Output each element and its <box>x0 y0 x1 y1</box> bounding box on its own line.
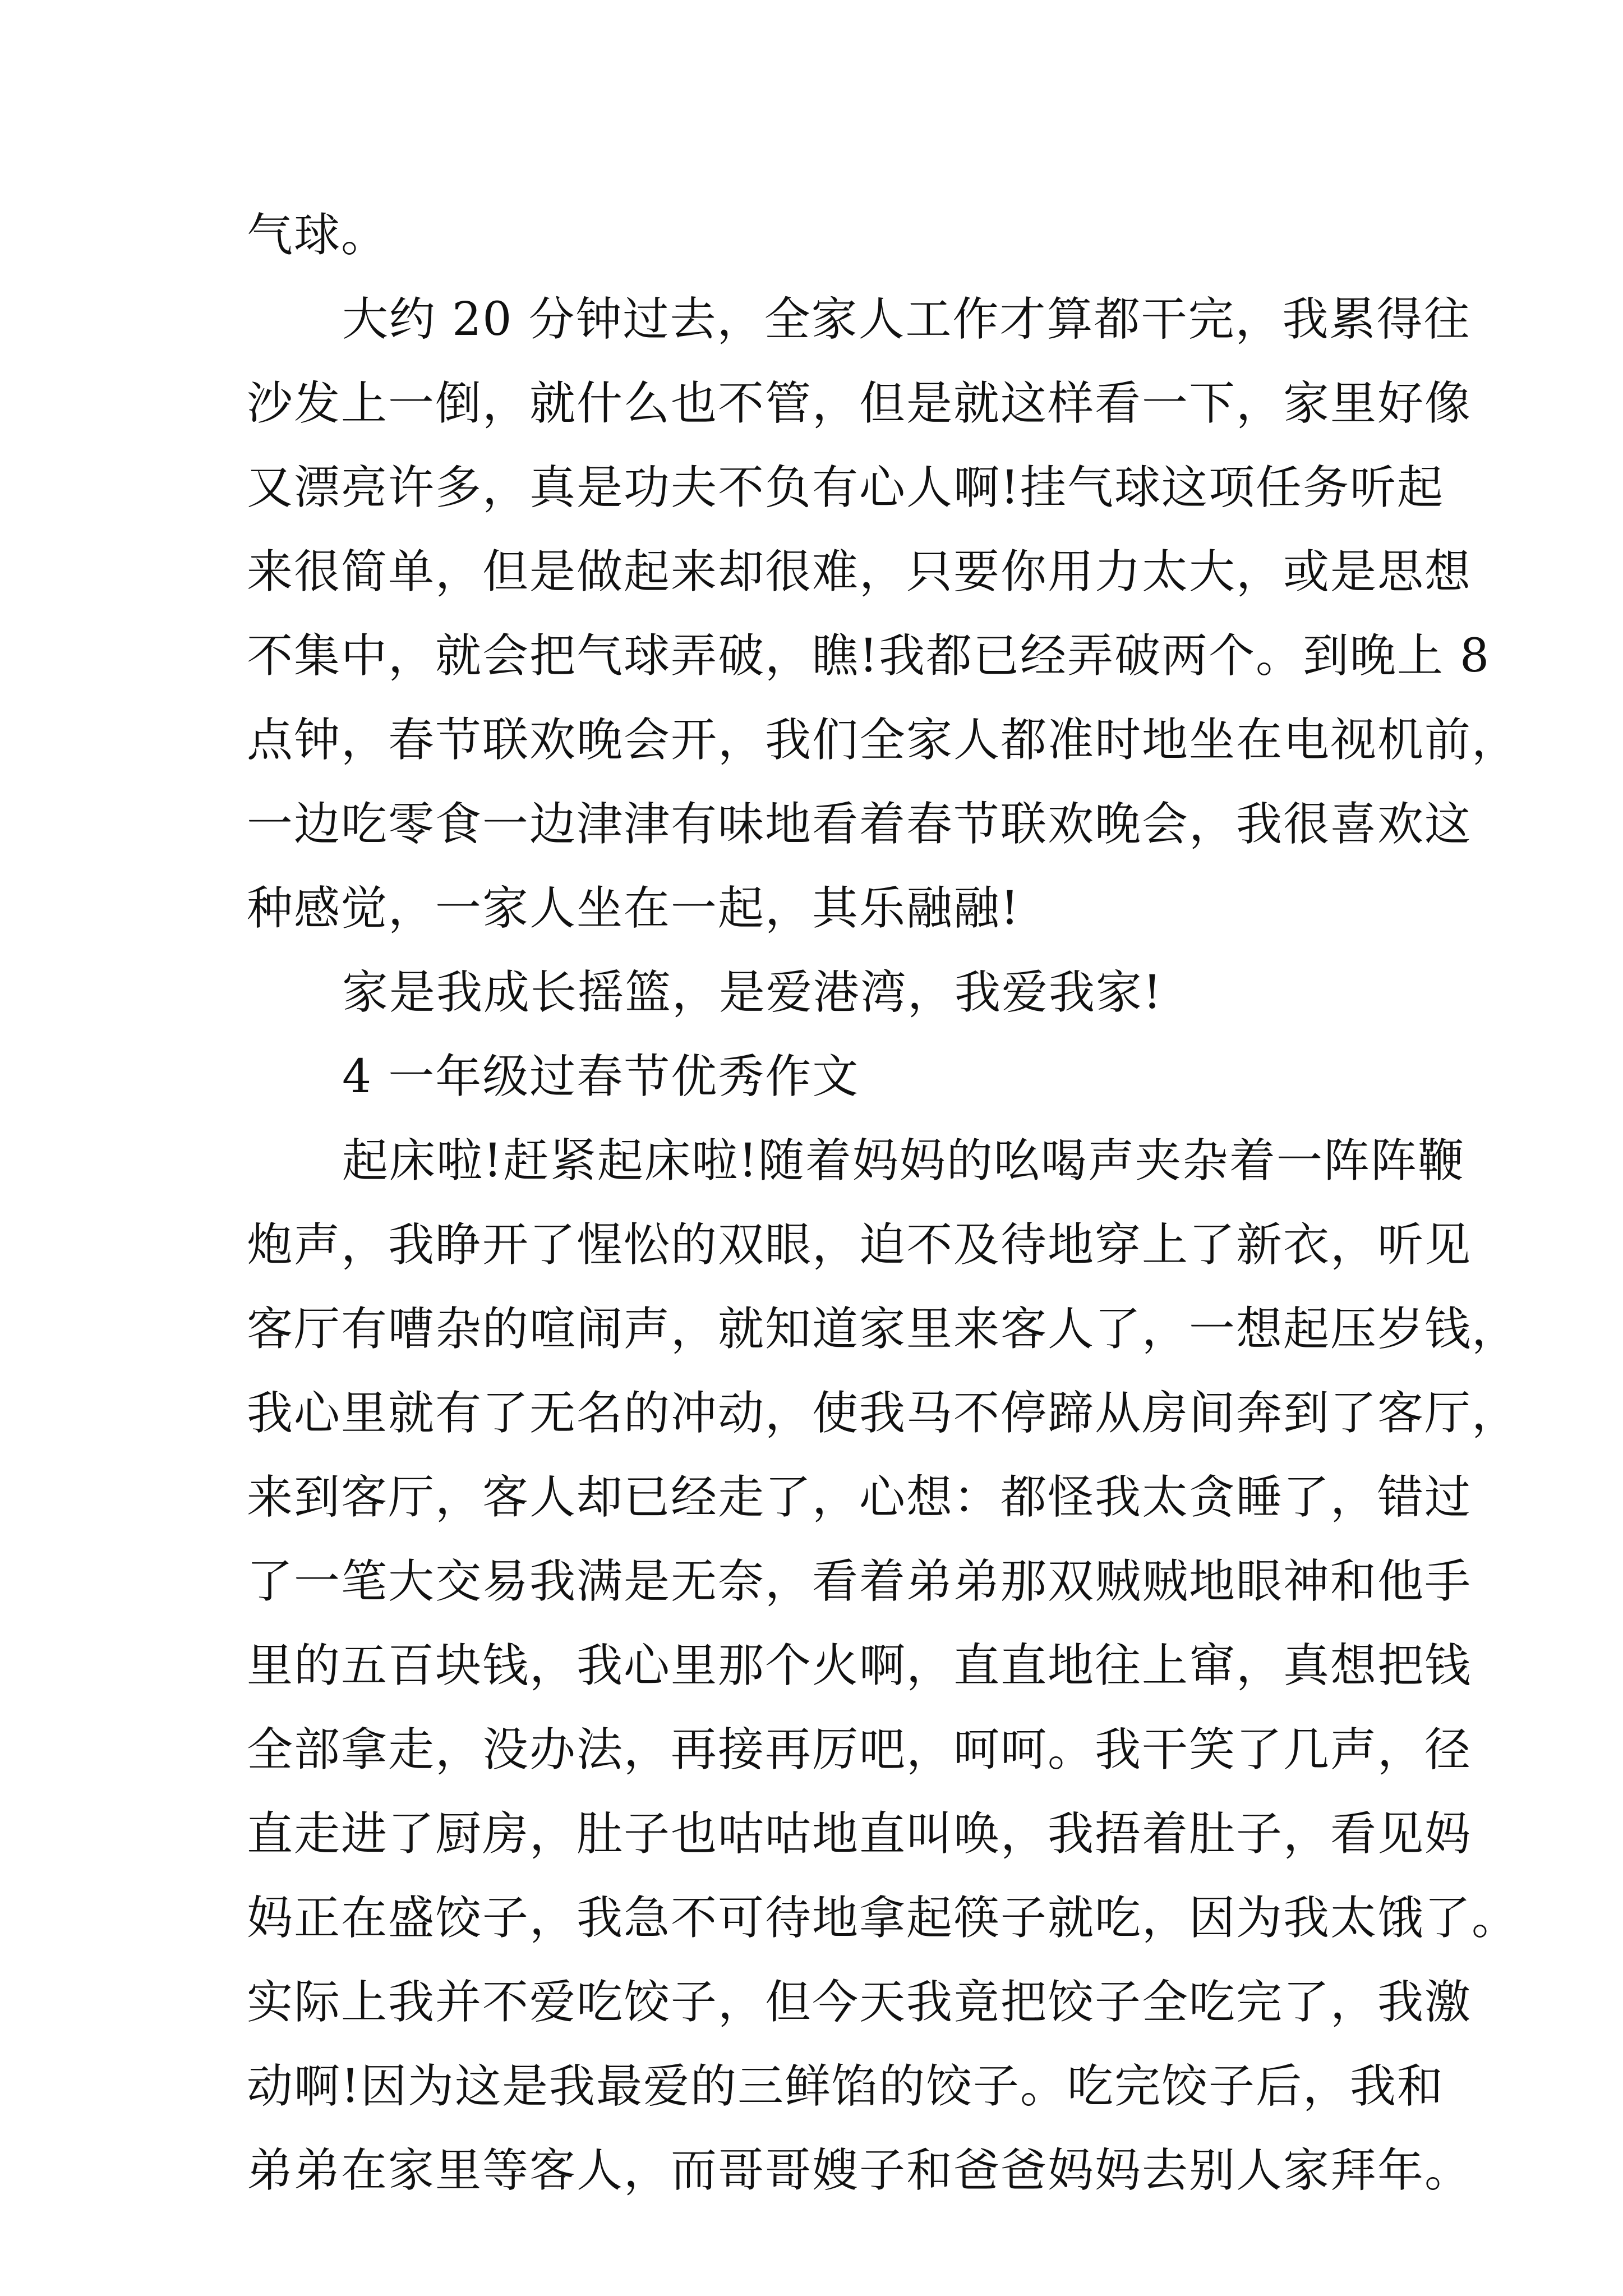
text-line: 我心里就有了无名的冲动，使我马不停蹄从房间奔到了客厅， <box>247 1387 1519 1440</box>
text-line: 妈正在盛饺子，我急不可待地拿起筷子就吃，因为我太饿了。 <box>247 1892 1519 1945</box>
text-line: 来到客厅，客人却已经走了，心想：都怪我太贪睡了，错过 <box>247 1471 1472 1524</box>
text-line: 实际上我并不爱吃饺子，但今天我竟把饺子全吃完了，我激 <box>247 1976 1472 2029</box>
text-line: 一边吃零食一边津津有味地看着春节联欢晚会，我很喜欢这 <box>247 798 1472 851</box>
text-line: 来很简单，但是做起来却很难，只要你用力太大，或是思想 <box>247 545 1472 599</box>
text-line: 客厅有嘈杂的喧闹声，就知道家里来客人了，一想起压岁钱， <box>247 1303 1519 1356</box>
text-line: 又漂亮许多，真是功夫不负有心人啊!挂气球这项任务听起 <box>247 461 1444 514</box>
text-line: 了一笔大交易我满是无奈，看着弟弟那双贼贼地眼神和他手 <box>247 1555 1472 1608</box>
text-line: 气球。 <box>247 209 389 262</box>
paragraph-line: 起床啦!赶紧起床啦!随着妈妈的吆喝声夹杂着一阵阵鞭 <box>342 1134 1465 1188</box>
text-line: 种感觉，一家人坐在一起，其乐融融! <box>247 882 1020 935</box>
text-line: 弟弟在家里等客人，而哥哥嫂子和爸爸妈妈去别人家拜年。 <box>247 2144 1472 2197</box>
text-line: 动啊!因为这是我最爱的三鲜馅的饺子。吃完饺子后，我和 <box>247 2060 1444 2113</box>
paragraph-line: 大约 20 分钟过去，全家人工作才算都干完，我累得往 <box>342 293 1471 346</box>
text-line: 点钟，春节联欢晚会开，我们全家人都准时地坐在电视机前， <box>247 714 1519 767</box>
text-line: 炮声，我睁开了惺忪的双眼，迫不及待地穿上了新衣，听见 <box>247 1218 1472 1272</box>
paragraph-line: 家是我成长摇篮，是爱港湾，我爱我家! <box>342 966 1163 1019</box>
text-line: 全部拿走，没办法，再接再厉吧，呵呵。我干笑了几声，径 <box>247 1723 1472 1777</box>
essay-text <box>247 194 1519 2213</box>
text-line: 不集中，就会把气球弄破，瞧!我都已经弄破两个。到晚上 8 <box>247 629 1491 683</box>
section-heading: 4 一年级过春节优秀作文 <box>342 1050 860 1103</box>
text-line: 里的五百块钱，我心里那个火啊，直直地往上窜，真想把钱 <box>247 1639 1472 1692</box>
text-line: 沙发上一倒，就什么也不管，但是就这样看一下，家里好像 <box>247 377 1472 430</box>
text-line: 直走进了厨房，肚子也咕咕地直叫唤，我捂着肚子，看见妈 <box>247 1807 1472 1861</box>
